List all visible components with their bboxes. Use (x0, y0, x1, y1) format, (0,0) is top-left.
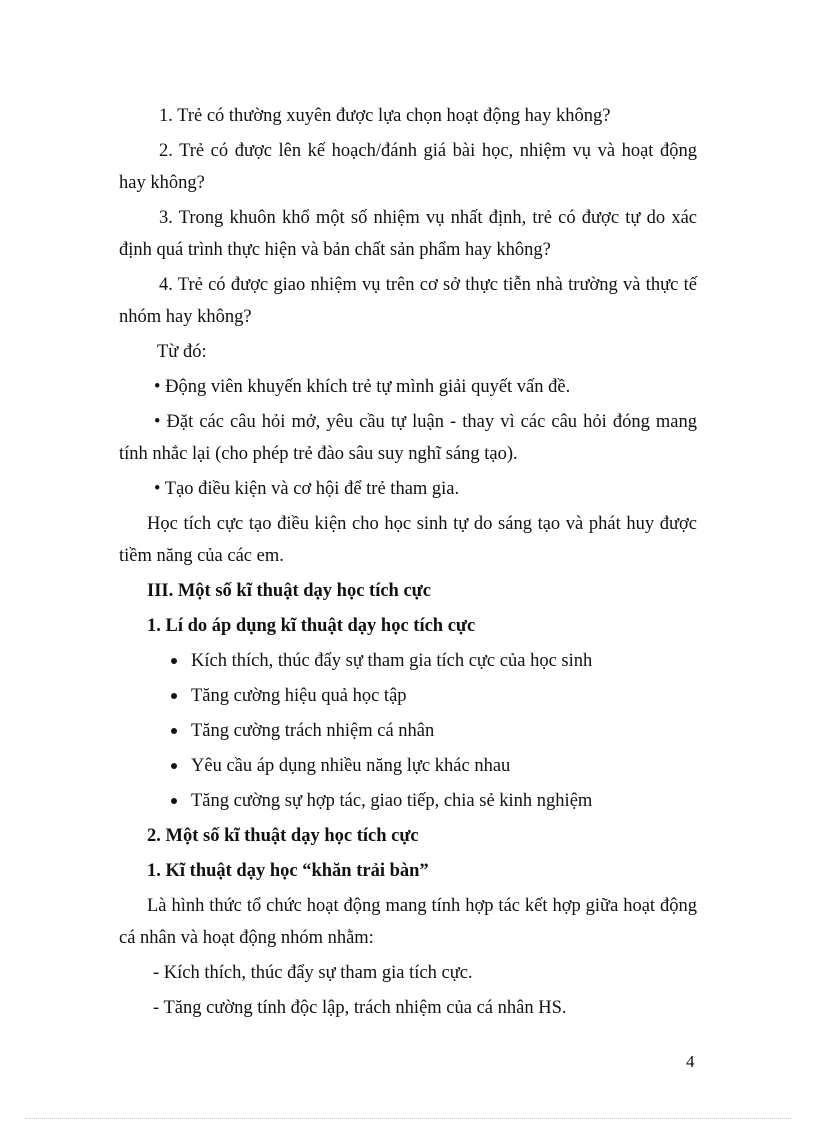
technique-goal-1: - Kích thích, thúc đẩy sự tham gia tích cực. (153, 963, 473, 983)
document-body (119, 100, 697, 1027)
tu-do-label: Từ đó: (157, 342, 207, 362)
question-1: 1. Trẻ có thường xuyên được lựa chọn hoạt động hay không? (159, 106, 611, 126)
subheading-reasons: 1. Lí do áp dụng kĩ thuật dạy học tích cực (147, 616, 476, 636)
bullet-icon (171, 763, 177, 769)
technique-goal-2: - Tăng cường tính độc lập, trách nhiệm của cá nhân HS. (153, 998, 567, 1018)
subheading-tablecloth-technique: 1. Kĩ thuật dạy học “khăn trải bàn” (147, 861, 429, 881)
list-item (119, 715, 697, 747)
technique-intro: Là hình thức tổ chức hoạt động mang tính hợp tác kết hợp giữa hoạt động cá nhân và hoạt động nhóm nhằm: (119, 896, 697, 948)
list-item-text: Tăng cường trách nhiệm cá nhân (191, 721, 435, 741)
summary-paragraph: Học tích cực tạo điều kiện cho học sinh tự do sáng tạo và phát huy được tiềm năng của các em. (119, 514, 697, 566)
list-item-text: Tăng cường hiệu quả học tập (191, 686, 407, 706)
encouragement-bullet-3: • Tạo điều kiện và cơ hội để trẻ tham gia. (154, 479, 460, 499)
encouragement-bullet-1: • Động viên khuyến khích trẻ tự mình giải quyết vấn đề. (154, 377, 571, 397)
subheading-techniques: 2. Một số kĩ thuật dạy học tích cực (147, 826, 419, 846)
question-2: 2. Trẻ có được lên kế hoạch/đánh giá bài học, nhiệm vụ và hoạt động hay không? (119, 141, 697, 193)
page-bottom-divider (25, 1118, 791, 1119)
bullet-icon (171, 798, 177, 804)
list-item (119, 785, 697, 817)
reasons-list (119, 645, 697, 817)
bullet-icon (171, 658, 177, 664)
list-item (119, 645, 697, 677)
bullet-icon (171, 693, 177, 699)
bullet-icon (171, 728, 177, 734)
question-4: 4. Trẻ có được giao nhiệm vụ trên cơ sở thực tiễn nhà trường và thực tế nhóm hay không? (119, 275, 697, 327)
list-item-text: Kích thích, thúc đẩy sự tham gia tích cực của học sinh (191, 651, 593, 671)
encouragement-bullet-2: • Đặt các câu hỏi mở, yêu cầu tự luận - thay vì các câu hỏi đóng mang tính nhắc lại (cho phép trẻ đào sâu suy nghĩ sáng tạo). (119, 412, 697, 464)
list-item-text: Tăng cường sự hợp tác, giao tiếp, chia sẻ kinh nghiệm (191, 791, 593, 811)
list-item (119, 680, 697, 712)
page-number: 4 (686, 1052, 695, 1071)
list-item (119, 750, 697, 782)
list-item-text: Yêu cầu áp dụng nhiều năng lực khác nhau (191, 756, 511, 776)
question-3: 3. Trong khuôn khổ một số nhiệm vụ nhất định, trẻ có được tự do xác định quá trình thực hiện và bản chất sản phẩm hay không? (119, 208, 697, 260)
section-heading: III. Một số kĩ thuật dạy học tích cực (147, 581, 431, 601)
